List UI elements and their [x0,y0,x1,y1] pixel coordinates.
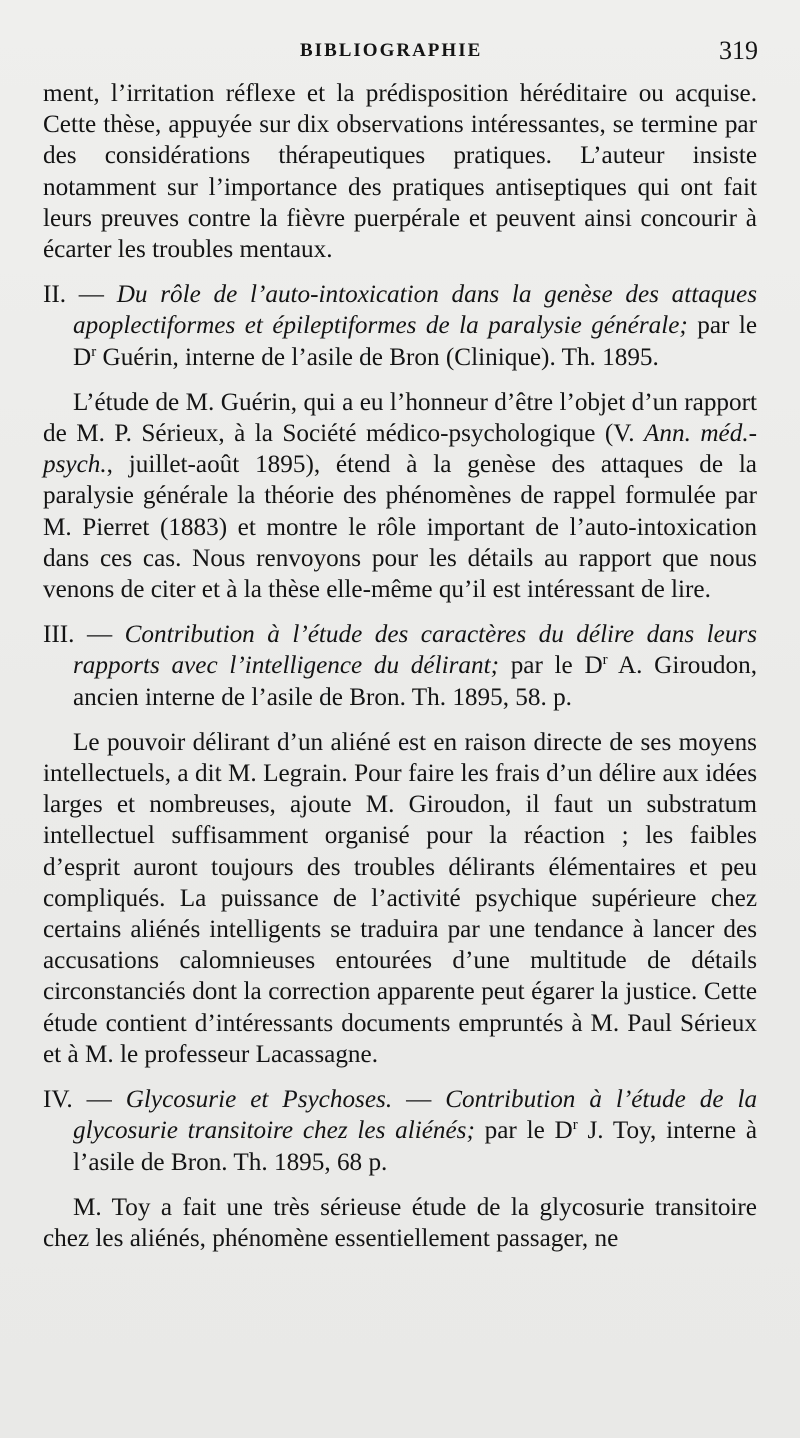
entry-author-sup: r [602,652,608,669]
journal-title: Ann. méd.-psych. [43,420,758,479]
entry-dash: — [86,1086,112,1114]
bibliography-entry-iii [43,619,757,713]
page-number: 319 [719,36,758,65]
paragraph-text: Le pouvoir délirant d’un aliéné est en raison directe de ses moyens intellectuels, a dit M. Legrain. Pour faire les frais d’un délire aux idées larges et nombreuses, ajoute M. Giroudon, il faut un substratum intellectuel suffisamment organisé pour la réaction ; les faibles d’esprit auront toujours des troubles délirants élémentaires et peu compliqués. La puissance de l’activité psychique supérieure chez certains aliénés intelligents se traduira par une tendance à lancer des accusations calomnieuses entourées d’une multitude de détails circonstanciés dont la correction apparente peut égarer la justice. Cette étude contient d’intéressants documents empruntés à M. Paul Sérieux et à M. le professeur Lacassagne. [43,728,757,1068]
spacer [43,605,757,619]
entry-author-sup: r [572,1117,578,1134]
spacer [43,373,757,387]
page-header [0,30,800,70]
running-title: BIBLIOGRAPHIE [300,40,483,61]
entry-author-prefix: par le D [484,1117,573,1145]
bibliography-entry-ii [43,279,757,373]
spacer [43,265,757,279]
page-body [43,78,757,1254]
paragraph-text: M. Toy a fait une très sérieuse étude de la glycosurie transitoire chez les aliénés, phénomène essentiellement passager, ne [43,1193,757,1252]
entry-author-details: A. Giroudon, ancien interne de l’asile de Bron. Th. 1895, 58. p. [73,652,758,711]
entry-number: II. [43,281,67,309]
entry-title-part-a: Glycosurie et Psychoses. [125,1086,393,1114]
entry-title: Contribution à l’étude des caractères du délire dans leurs rapports avec l’intelligence du délirant; [73,621,758,680]
paragraph-text-a: L’étude de M. Guérin, qui a eu l’honneur d’être l’objet d’un rapport de M. P. Sérieux, à la Société médico-psychologique (V. [43,388,757,448]
entry-title-separator: — [406,1086,432,1114]
entry-number: III. [43,621,75,649]
paragraph-review-ii [43,387,757,605]
paragraph-text: ment, l’irritation réflexe et la prédisposition héréditaire ou acquise. Cette thèse, appuyée sur dix observations intéressantes, se termine par des considérations thérapeutiques pratiques. L’auteur insiste notamment sur l’importance des pratiques antiseptiques qui ont fait leurs preuves contre la fièvre puerpérale et peuvent ainsi concourir à écarter les troubles mentaux. [43,80,757,264]
entry-author-details: J. Toy, interne à l’asile de Bron. Th. 1895, 68 p. [73,1117,757,1176]
spacer [43,1070,757,1084]
entry-author-prefix: par le D [73,312,758,371]
entry-author-details: Guérin, interne de l’asile de Bron (Clinique). Th. 1895. [102,343,659,371]
entry-author-prefix: par le D [510,652,603,680]
spacer [43,1178,757,1192]
paragraph-review-iv [43,1192,757,1254]
entry-author-sup: r [91,343,97,360]
entry-number: IV. [43,1086,73,1114]
bibliography-entry-iv [43,1084,757,1178]
entry-dash: — [78,281,104,309]
paragraph-continued [43,78,757,265]
entry-dash: — [86,621,113,649]
paragraph-text-b: , juillet-août 1895), étend à la genèse des attaques de la paralysie générale la théorie des phénomènes de rappel formulée par M. Pierret (1883) et montre le rôle important de l’auto-intoxication dans ces cas. Nous renvoyons pour les détails au rapport que nous venons de citer et à la thèse elle-même qu’il est intéressant de lire. [43,451,757,604]
spacer [43,713,757,727]
entry-title: Du rôle de l’auto-intoxication dans la genèse des attaques apoplectiformes et épileptiformes de la paralysie générale; [73,281,758,340]
paragraph-review-iii [43,727,757,1070]
entry-title-part-b: Contribution à l’étude de la glycosurie transitoire chez les aliénés; [73,1086,758,1145]
